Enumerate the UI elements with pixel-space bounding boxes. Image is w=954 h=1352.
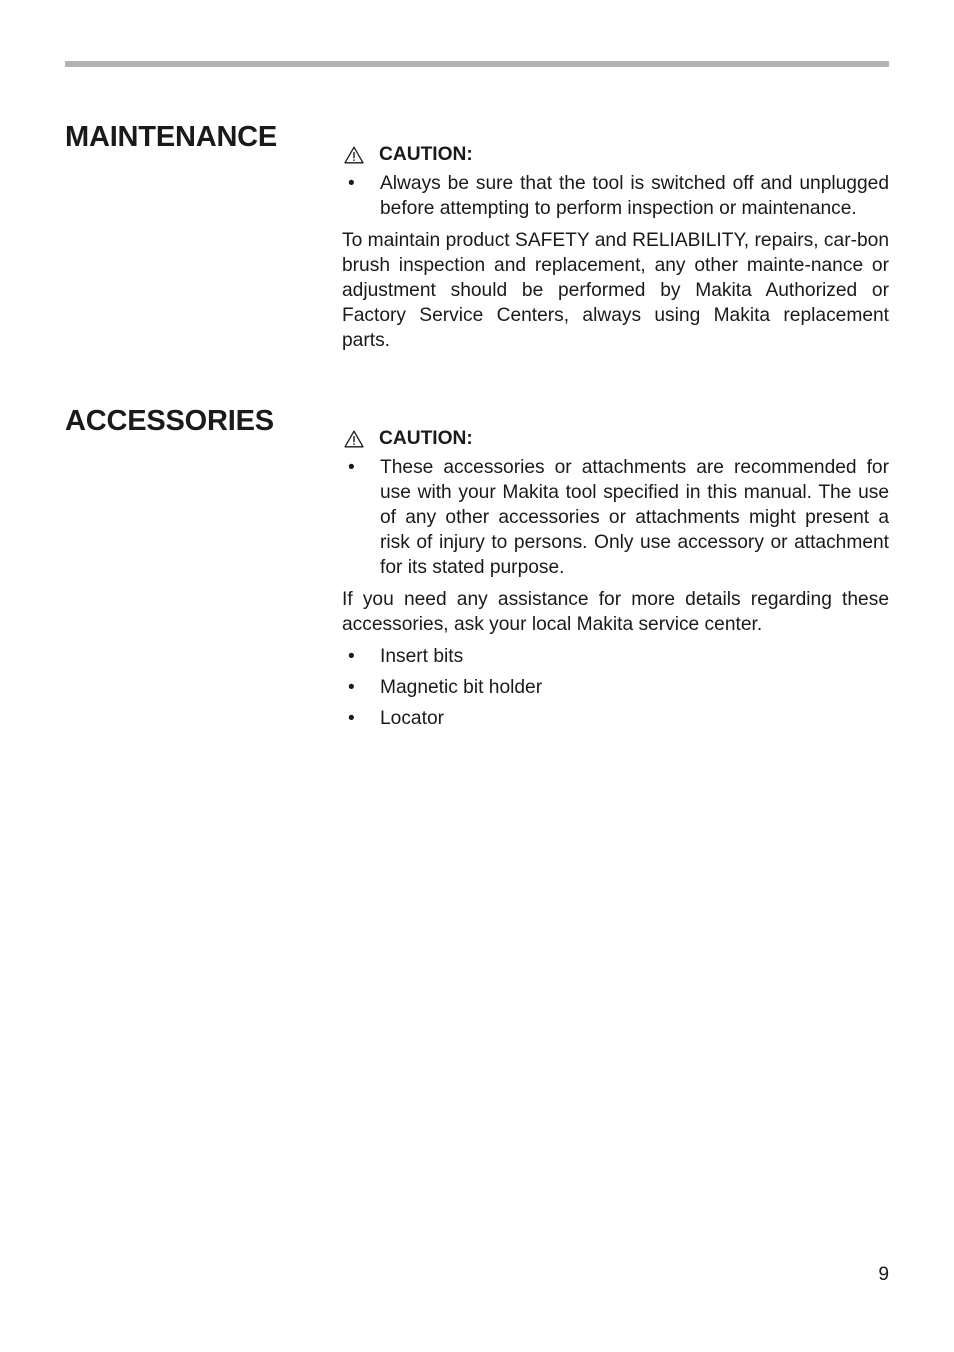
accessories-caution-text: These accessories or attachments are recommended for use with your Makita tool specified in this manual. The use of any other accessories or attachments might present a risk of injury to persons. Only use accessory or attachment for its stated purpose. <box>380 457 889 578</box>
bullet-glyph: • <box>348 173 355 194</box>
warning-triangle-icon <box>344 146 364 164</box>
accessories-list <box>342 644 889 731</box>
maintenance-heading: MAINTENANCE <box>65 121 278 153</box>
top-rule <box>65 61 889 67</box>
bullet-glyph: • <box>348 457 355 478</box>
list-item <box>342 675 889 700</box>
maintenance-body <box>342 142 889 353</box>
maintenance-caution-label: CAUTION: <box>379 144 473 165</box>
maintenance-caution-text: Always be sure that the tool is switched off and unplugged before attempting to perform inspection or maintenance. <box>380 173 889 219</box>
bullet-glyph: • <box>348 677 355 698</box>
accessories-heading: ACCESSORIES <box>65 405 274 437</box>
accessory-item-magnetic-bit-holder: Magnetic bit holder <box>380 677 543 698</box>
accessories-paragraph: If you need any assistance for more details regarding these accessories, ask your local Makita service center. <box>342 589 889 635</box>
accessory-item-insert-bits: Insert bits <box>380 646 464 667</box>
page-number: 9 <box>878 1264 889 1285</box>
maintenance-paragraph: To maintain product SAFETY and RELIABILITY, repairs, car-bon brush inspection and replacement, any other mainte-nance or adjustment should be performed by Makita Authorized or Factory Service Centers, always using Makita replacement parts. <box>342 230 889 351</box>
list-item <box>342 644 889 669</box>
list-item <box>342 706 889 731</box>
accessories-caution-bullet <box>342 455 889 580</box>
bullet-glyph: • <box>348 646 355 667</box>
bullet-glyph: • <box>348 708 355 729</box>
warning-triangle-icon <box>344 430 364 448</box>
maintenance-caution-bullet <box>342 171 889 221</box>
maintenance-caution <box>342 142 889 167</box>
accessories-caution <box>342 426 889 451</box>
accessories-caution-label: CAUTION: <box>379 428 473 449</box>
accessory-item-locator: Locator <box>380 708 444 729</box>
accessories-body <box>342 426 889 737</box>
